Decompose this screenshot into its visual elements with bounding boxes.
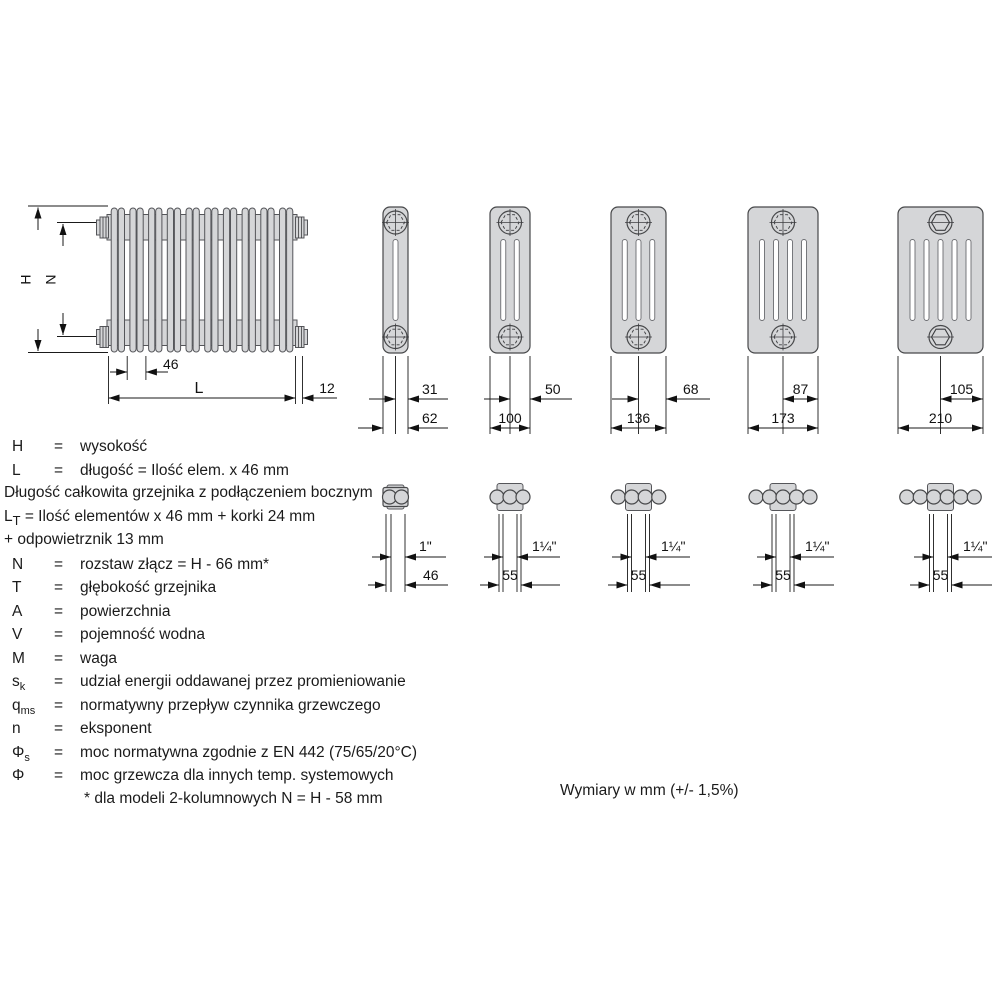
top-dim-114-3: 1¼" — [805, 538, 830, 554]
stub-top-right — [296, 217, 308, 238]
side-dim-87: 87 — [792, 381, 809, 397]
front-dim-46: 46 — [163, 356, 179, 372]
side-dim-105: 105 — [949, 381, 974, 397]
legend-footnote: * dla modeli 2-kolumnowych N = H - 58 mm — [84, 789, 383, 807]
top-view-3col — [480, 484, 560, 593]
stub-bottom-left — [97, 327, 109, 348]
side-dim-62: 62 — [422, 410, 438, 426]
side-view-4col — [611, 207, 710, 434]
top-view-6col — [900, 484, 992, 593]
stub-top-left — [97, 217, 109, 238]
front-view-radiator — [97, 208, 308, 352]
side-view-5col — [748, 207, 818, 434]
top-dim-46: 46 — [423, 567, 439, 583]
side-view-3col — [484, 207, 572, 434]
side-dim-210: 210 — [928, 410, 953, 426]
front-dim-label-n: N — [42, 274, 59, 285]
side-dim-50: 50 — [545, 381, 561, 397]
side-view-6col — [898, 207, 983, 434]
top-dim-55-4: 55 — [932, 567, 949, 583]
top-view-5col — [749, 484, 834, 593]
side-dim-68: 68 — [683, 381, 699, 397]
top-dim-55-3: 55 — [775, 567, 791, 583]
front-view-height-dims — [18, 206, 109, 353]
dimensions-note: Wymiary w mm (+/- 1,5%) — [560, 782, 739, 799]
side-dim-31: 31 — [422, 381, 438, 397]
top-view-2col — [368, 485, 448, 592]
front-dim-12: 12 — [319, 380, 335, 396]
stub-bottom-right — [296, 327, 308, 348]
top-dim-55-1: 55 — [502, 567, 518, 583]
front-dim-L: L — [194, 380, 204, 397]
front-dim-label-h: H — [17, 274, 34, 285]
top-dim-55-2: 55 — [630, 567, 647, 583]
top-dim-1in: 1" — [419, 538, 432, 554]
side-dim-100: 100 — [498, 410, 522, 426]
side-view-2col — [358, 207, 448, 434]
legend-line-lt: $L_T$ = Ilość elementów x 46 mm + korki 24 mm — [4, 507, 316, 528]
legend-line-vent: + odpowietrznik 13 mm — [4, 531, 164, 548]
side-dim-173: 173 — [771, 410, 795, 426]
legend-line-total-length: Długość całkowita grzejnika z podłączeniem bocznym — [4, 484, 373, 501]
top-dim-114-1: 1¼" — [532, 538, 557, 554]
radiator-dimensions-diagram: H N 46 L 12 31 62 50 100 68 136 87 173 105 210 1" 46 1¼" 55 1¼" 55 1¼" 55 1¼" 55 H = wysokość L = długość = Ilość elem. x 46 mm Długość całkowita grzejnika z podłączeniem bocznym $L_T$ = Ilość elementów x 46 mm + korki 24 mm + odpowietrznik 13 mm N = rozstaw złącz = H - 66 mm* T = głębokość grzejnika A = powierzchnia V = pojemność wodna M = waga $s_k$ = udział energii oddawanej przez promieniowanie $q_{ms}$ = normatywny przepływ czynnika grzewczego n = eksponent $\Phi_s$ = moc normatywna zgodnie z EN 442 (75/65/20°C) Φ = moc grzewcza dla innych temp. systemowych * dla modeli 2-kolumnowych N = H - 58 mm Wymiary w mm (+/- 1,5%) — [0, 0, 1000, 1000]
front-view-length-dims — [109, 356, 338, 404]
top-dim-114-4: 1¼" — [963, 538, 988, 554]
side-dim-136: 136 — [626, 410, 651, 426]
top-dim-114-2: 1¼" — [661, 538, 686, 554]
top-view-4col — [608, 484, 690, 593]
